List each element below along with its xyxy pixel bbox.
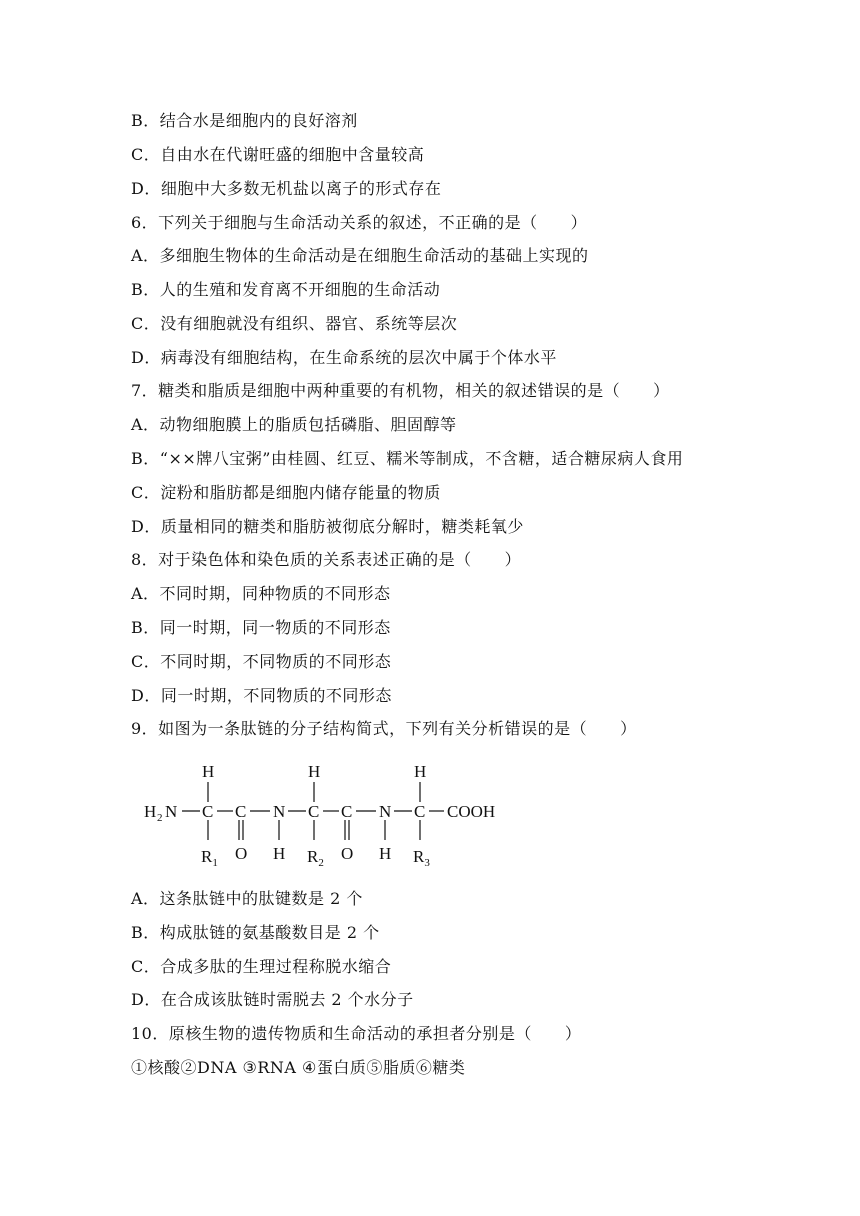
option-6c: C．没有细胞就没有组织、器官、系统等层次: [131, 314, 458, 333]
question-8: 8．对于染色体和染色质的关系表述正确的是（ ）: [131, 550, 522, 569]
option-9d: D．在合成该肽链时需脱去 2 个水分子: [131, 990, 414, 1009]
option-6b: B．人的生殖和发育离不开细胞的生命活动: [131, 280, 441, 299]
option-7d: D．质量相同的糖类和脂肪被彻底分解时，糖类耗氧少: [131, 517, 524, 536]
option-9c: C．合成多肽的生理过程称脱水缩合: [131, 957, 392, 976]
peptide-nitrogen-2: N: [379, 802, 392, 821]
amino-subscript: 2: [157, 812, 163, 824]
option-8d: D．同一时期，不同物质的不同形态: [131, 686, 392, 705]
h-label-1: H: [202, 762, 215, 781]
question-7: 7．糖类和脂质是细胞中两种重要的有机物，相关的叙述错误的是（ ）: [131, 381, 670, 400]
option-8b: B．同一时期，同一物质的不同形态: [131, 618, 391, 637]
question-10-choices: ①核酸②DNA ③RNA ④蛋白质⑤脂质⑥糖类: [131, 1058, 466, 1077]
option-9b: B．构成肽链的氨基酸数目是 2 个: [131, 923, 380, 942]
option-8a: A．不同时期，同种物质的不同形态: [131, 584, 391, 603]
r-group-1: $R_1$: [201, 847, 218, 869]
option-5c: C．自由水在代谢旺盛的细胞中含量较高: [131, 145, 425, 164]
amino-h: H: [144, 802, 157, 821]
option-5b: B．结合水是细胞内的良好溶剂: [131, 111, 358, 130]
option-5d: D．细胞中大多数无机盐以离子的形式存在: [131, 179, 442, 198]
question-9: 9．如图为一条肽链的分子结构简式，下列有关分析错误的是（ ）: [131, 719, 637, 738]
h-label-2: H: [308, 762, 321, 781]
peptide-structure-figure: [142, 758, 522, 874]
peptide-nitrogen-1: N: [273, 802, 286, 821]
carbonyl-oxygen-1: O: [235, 844, 248, 863]
option-8c: C．不同时期，不同物质的不同形态: [131, 652, 392, 671]
carbonyl-carbon-2: C: [341, 802, 353, 821]
amino-n: N: [165, 802, 178, 821]
alpha-carbon-3: C: [414, 802, 426, 821]
amide-hydrogen-2: H: [379, 844, 392, 863]
h-label-3: H: [414, 762, 427, 781]
alpha-carbon-1: C: [202, 802, 214, 821]
amide-hydrogen-1: H: [273, 844, 286, 863]
question-10: 10．原核生物的遗传物质和生命活动的承担者分别是（ ）: [131, 1024, 582, 1043]
carbonyl-oxygen-2: O: [341, 844, 354, 863]
carbonyl-carbon-1: C: [235, 802, 247, 821]
alpha-carbon-2: C: [308, 802, 320, 821]
option-9a: A．这条肽链中的肽键数是 2 个: [131, 889, 363, 908]
r-group-2: $R_2$: [307, 847, 324, 869]
option-7c: C．淀粉和脂肪都是细胞内储存能量的物质: [131, 483, 441, 502]
option-7b: B．“××牌八宝粥”由桂圆、红豆、糯米等制成，不含糖，适合糖尿病人食用: [131, 449, 684, 468]
question-6: 6．下列关于细胞与生命活动关系的叙述，不正确的是（ ）: [131, 213, 588, 232]
option-6a: A．多细胞生物体的生命活动是在细胞生命活动的基础上实现的: [131, 246, 589, 265]
option-6d: D．病毒没有细胞结构，在生命系统的层次中属于个体水平: [131, 348, 557, 367]
r-group-3: $R_3$: [413, 847, 430, 869]
option-7a: A．动物细胞膜上的脂质包括磷脂、胆固醇等: [131, 415, 457, 434]
carboxyl-group: COOH: [447, 802, 496, 821]
